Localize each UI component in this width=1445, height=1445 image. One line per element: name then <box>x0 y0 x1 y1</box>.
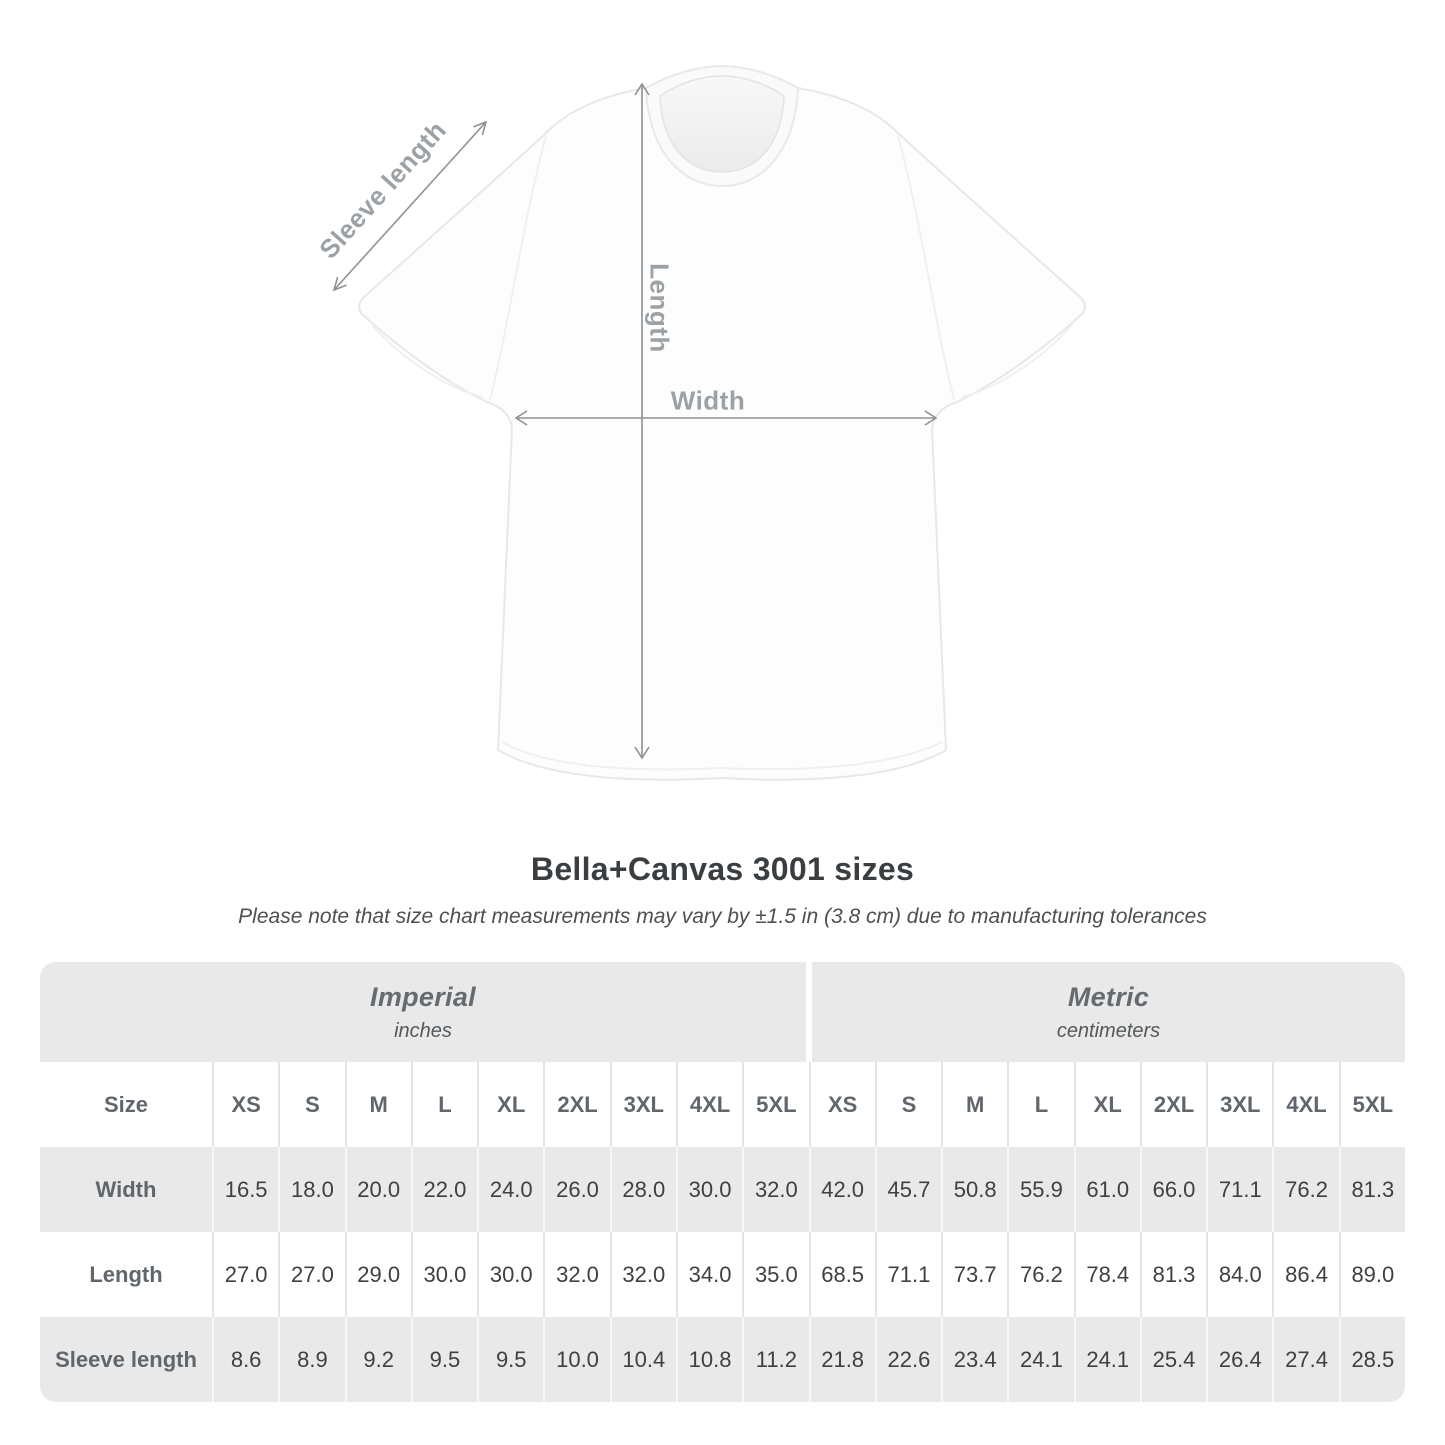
value-cell: 18.0 <box>278 1147 344 1232</box>
width-label: Width <box>670 385 746 416</box>
value-cell: 29.0 <box>345 1232 411 1317</box>
value-cell: 8.9 <box>278 1317 344 1402</box>
value-cell: 50.8 <box>941 1147 1007 1232</box>
column-header-cell: 5XL <box>1339 1062 1405 1147</box>
value-cell: 27.0 <box>212 1232 278 1317</box>
value-cell: 10.8 <box>676 1317 742 1402</box>
value-cell: 45.7 <box>875 1147 941 1232</box>
row-label-cell: Width <box>95 1176 157 1202</box>
value-cell: 30.0 <box>477 1232 543 1317</box>
column-header-cell: 2XL <box>1140 1062 1206 1147</box>
column-header-cell: S <box>875 1062 941 1147</box>
column-header-cell: 2XL <box>543 1062 609 1147</box>
value-cell: 61.0 <box>1074 1147 1140 1232</box>
table-row <box>40 1232 1405 1317</box>
value-cell: 55.9 <box>1007 1147 1073 1232</box>
table-row <box>40 1317 1405 1402</box>
value-cell: 26.4 <box>1206 1317 1272 1402</box>
value-cell: 10.0 <box>543 1317 609 1402</box>
value-cell: 23.4 <box>941 1317 1007 1402</box>
value-cell: 68.5 <box>809 1232 875 1317</box>
column-header-cell: 5XL <box>742 1062 808 1147</box>
value-cell: 35.0 <box>742 1232 808 1317</box>
row-label-cell: Sleeve length <box>55 1346 197 1372</box>
column-header-cell: S <box>278 1062 344 1147</box>
value-cell: 27.0 <box>278 1232 344 1317</box>
metric-unit: centimeters <box>1056 1019 1161 1042</box>
value-cell: 32.0 <box>543 1232 609 1317</box>
column-header-cell: XL <box>1074 1062 1140 1147</box>
value-cell: 32.0 <box>742 1147 808 1232</box>
tolerance-note: Please note that size chart measurements may vary by ±1.5 in (3.8 cm) due to manufacturing tolerances <box>238 905 1207 928</box>
value-cell: 22.0 <box>411 1147 477 1232</box>
value-cell: 81.3 <box>1140 1232 1206 1317</box>
value-cell: 71.1 <box>875 1232 941 1317</box>
imperial-unit: inches <box>394 1019 452 1042</box>
value-cell: 24.1 <box>1074 1317 1140 1402</box>
metric-header <box>806 962 1405 1062</box>
value-cell: 9.5 <box>477 1317 543 1402</box>
column-header-cell: 3XL <box>1206 1062 1272 1147</box>
value-cell: 34.0 <box>676 1232 742 1317</box>
value-cell: 16.5 <box>212 1147 278 1232</box>
column-header-cell: XL <box>477 1062 543 1147</box>
column-header-cell: M <box>345 1062 411 1147</box>
value-cell: 21.8 <box>809 1317 875 1402</box>
value-cell: 66.0 <box>1140 1147 1206 1232</box>
table-row <box>40 1062 1405 1147</box>
unit-system-band <box>40 962 1405 1062</box>
value-cell: 71.1 <box>1206 1147 1272 1232</box>
value-cell: 28.0 <box>610 1147 676 1232</box>
page-title: Bella+Canvas 3001 sizes <box>530 851 915 887</box>
value-cell: 9.5 <box>411 1317 477 1402</box>
length-label: Length <box>644 263 675 353</box>
value-cell: 27.4 <box>1272 1317 1338 1402</box>
value-cell: 22.6 <box>875 1317 941 1402</box>
row-label-cell: Length <box>89 1261 163 1287</box>
column-header-cell: L <box>1007 1062 1073 1147</box>
value-cell: 28.5 <box>1339 1317 1405 1402</box>
imperial-label: Imperial <box>370 981 476 1012</box>
value-cell: 9.2 <box>345 1317 411 1402</box>
metric-label: Metric <box>1067 981 1150 1012</box>
value-cell: 89.0 <box>1339 1232 1405 1317</box>
value-cell: 81.3 <box>1339 1147 1405 1232</box>
value-cell: 32.0 <box>610 1232 676 1317</box>
value-cell: 42.0 <box>809 1147 875 1232</box>
value-cell: 84.0 <box>1206 1232 1272 1317</box>
value-cell: 25.4 <box>1140 1317 1206 1402</box>
imperial-header <box>40 962 806 1062</box>
size-header-cell: Size <box>103 1091 149 1117</box>
value-cell: 8.6 <box>212 1317 278 1402</box>
column-header-cell: XS <box>809 1062 875 1147</box>
size-table <box>40 962 1405 1402</box>
value-cell: 86.4 <box>1272 1232 1338 1317</box>
value-cell: 26.0 <box>543 1147 609 1232</box>
value-cell: 10.4 <box>610 1317 676 1402</box>
column-header-cell: L <box>411 1062 477 1147</box>
value-cell: 11.2 <box>742 1317 808 1402</box>
column-header-cell: 4XL <box>676 1062 742 1147</box>
column-header-cell: 4XL <box>1272 1062 1338 1147</box>
value-cell: 78.4 <box>1074 1232 1140 1317</box>
value-cell: 30.0 <box>411 1232 477 1317</box>
value-cell: 30.0 <box>676 1147 742 1232</box>
value-cell: 24.0 <box>477 1147 543 1232</box>
value-cell: 24.1 <box>1007 1317 1073 1402</box>
value-cell: 76.2 <box>1272 1147 1338 1232</box>
sleeve-length-label: Sleeve length <box>313 114 453 265</box>
column-header-cell: XS <box>212 1062 278 1147</box>
size-table-rows <box>40 1062 1405 1402</box>
column-header-cell: M <box>941 1062 1007 1147</box>
value-cell: 73.7 <box>941 1232 1007 1317</box>
tshirt-outline <box>359 88 1085 780</box>
value-cell: 76.2 <box>1007 1232 1073 1317</box>
column-header-cell: 3XL <box>610 1062 676 1147</box>
value-cell: 20.0 <box>345 1147 411 1232</box>
table-row <box>40 1147 1405 1232</box>
